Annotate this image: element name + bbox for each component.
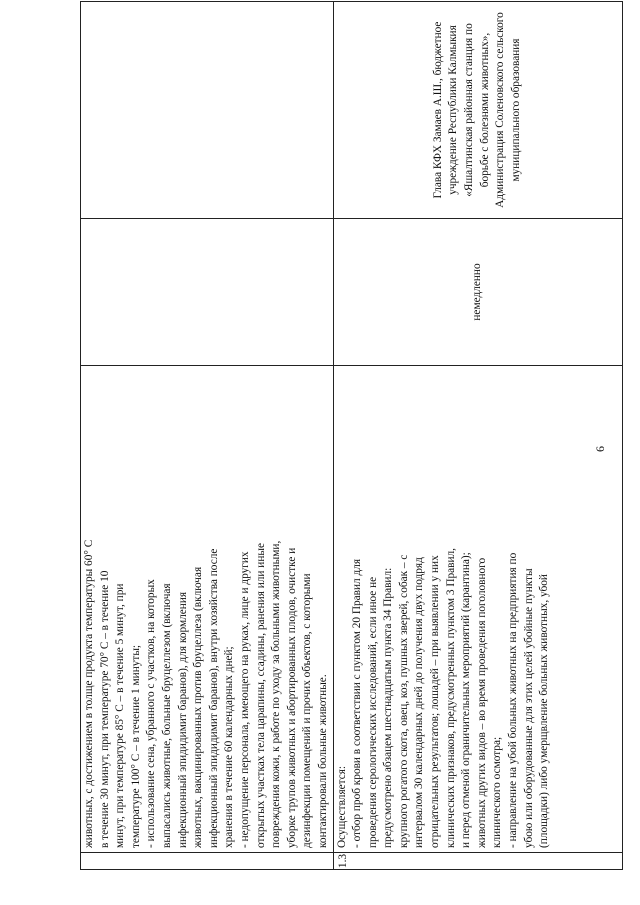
text-line: интервалом 30 календарных дней до получения двух подряд	[413, 557, 426, 848]
text-line: Осуществляется:	[335, 765, 348, 848]
row-number-cell	[81, 853, 334, 870]
text-line: инфекционный эпидидимит баранов), для кормления	[176, 591, 189, 848]
text-line: - недопущение персонала, имеющего на руках, лице и других	[238, 551, 251, 848]
text-line: и перед отменой ограничительных мероприятий (карантина);	[460, 552, 473, 848]
deadline-cell: немедленно	[333, 219, 622, 366]
text-line: открытых участках тела царапины, ссадины, ранения или иные	[254, 543, 267, 848]
measure-text-cell	[81, 366, 334, 853]
text-line: повреждения кожи, к работе по уходу за больными животными,	[270, 540, 283, 848]
text-line: животных, вакцинированных против бруцеллеза (включая	[192, 566, 205, 848]
text-line: выпасались животные, больные бруцеллезом (включая	[160, 583, 173, 848]
text-line: предусмотрено абзацем шестнадцатым пункта 34 Правил:	[382, 567, 395, 848]
text-line: крупного рогатого скота, овец, коз, пушных зверей, собак – с	[397, 554, 410, 848]
responsible-cell	[81, 2, 334, 219]
text-line: контактировали больные животные.	[316, 674, 329, 848]
text-line: инфекционный эпидидимит баранов), внутри хозяйства после	[207, 548, 220, 848]
text-line: - направление на убой больных животных на предприятия по	[507, 552, 520, 848]
text-line: убою или оборудованные для этих целей убойные пункты	[522, 568, 535, 848]
text-line: клинического осмотра;	[491, 736, 504, 848]
text-line: дезинфекции помещений и прочих объектов, с которыми	[301, 573, 314, 848]
text-line: минут, при температуре 85° С – в течение 5 минут, при	[114, 583, 127, 848]
responsible-cell: Глава КФХ Замаев А.Ш., бюджетное учреждение Республики Калмыкия «Яшалтинская районная станция по борьбе с болезнями животных», Администрация Соленовского сельского муниципального образования	[333, 2, 622, 219]
measure-text-cell	[333, 366, 622, 853]
text-line: (площадки) либо умерщвление больных животных, убой	[538, 574, 551, 848]
text-line: клинических признаков, предусмотренных пунктом 3 Правил,	[444, 548, 457, 848]
text-line: животных, с достижением в толще продукта температуры 60° С	[83, 539, 95, 848]
table-row	[333, 2, 622, 870]
text-line: отрицательных результатов; лошадей – при выявлении у них	[429, 555, 442, 848]
text-line: температуре 100° С – в течение 1 минуты;	[129, 644, 142, 848]
deadline-cell	[81, 219, 334, 366]
rotated-table-wrapper	[80, 10, 576, 870]
text-line: хранения в течение 60 календарных дней;	[223, 646, 236, 848]
row-number-cell: 1.3	[333, 853, 622, 870]
table-row	[81, 2, 334, 870]
text-line: - отбор проб крови в соответствии с пунктом 20 Правил для	[351, 558, 364, 848]
text-line: в течение 30 минут, при температуре 70° С – в течение 10	[98, 570, 111, 848]
text-line: животных других видов – во время проведения поголовного	[475, 557, 488, 848]
text-line: проведения серологических исследований, если иное не	[366, 576, 379, 848]
page-number: 6	[593, 446, 607, 452]
measures-table	[80, 1, 623, 870]
text-line: - использование сена, убранного с участков, на которых	[145, 579, 158, 848]
text-line: уборке трупов животных и абортированных плодов, очистке и	[285, 547, 298, 848]
